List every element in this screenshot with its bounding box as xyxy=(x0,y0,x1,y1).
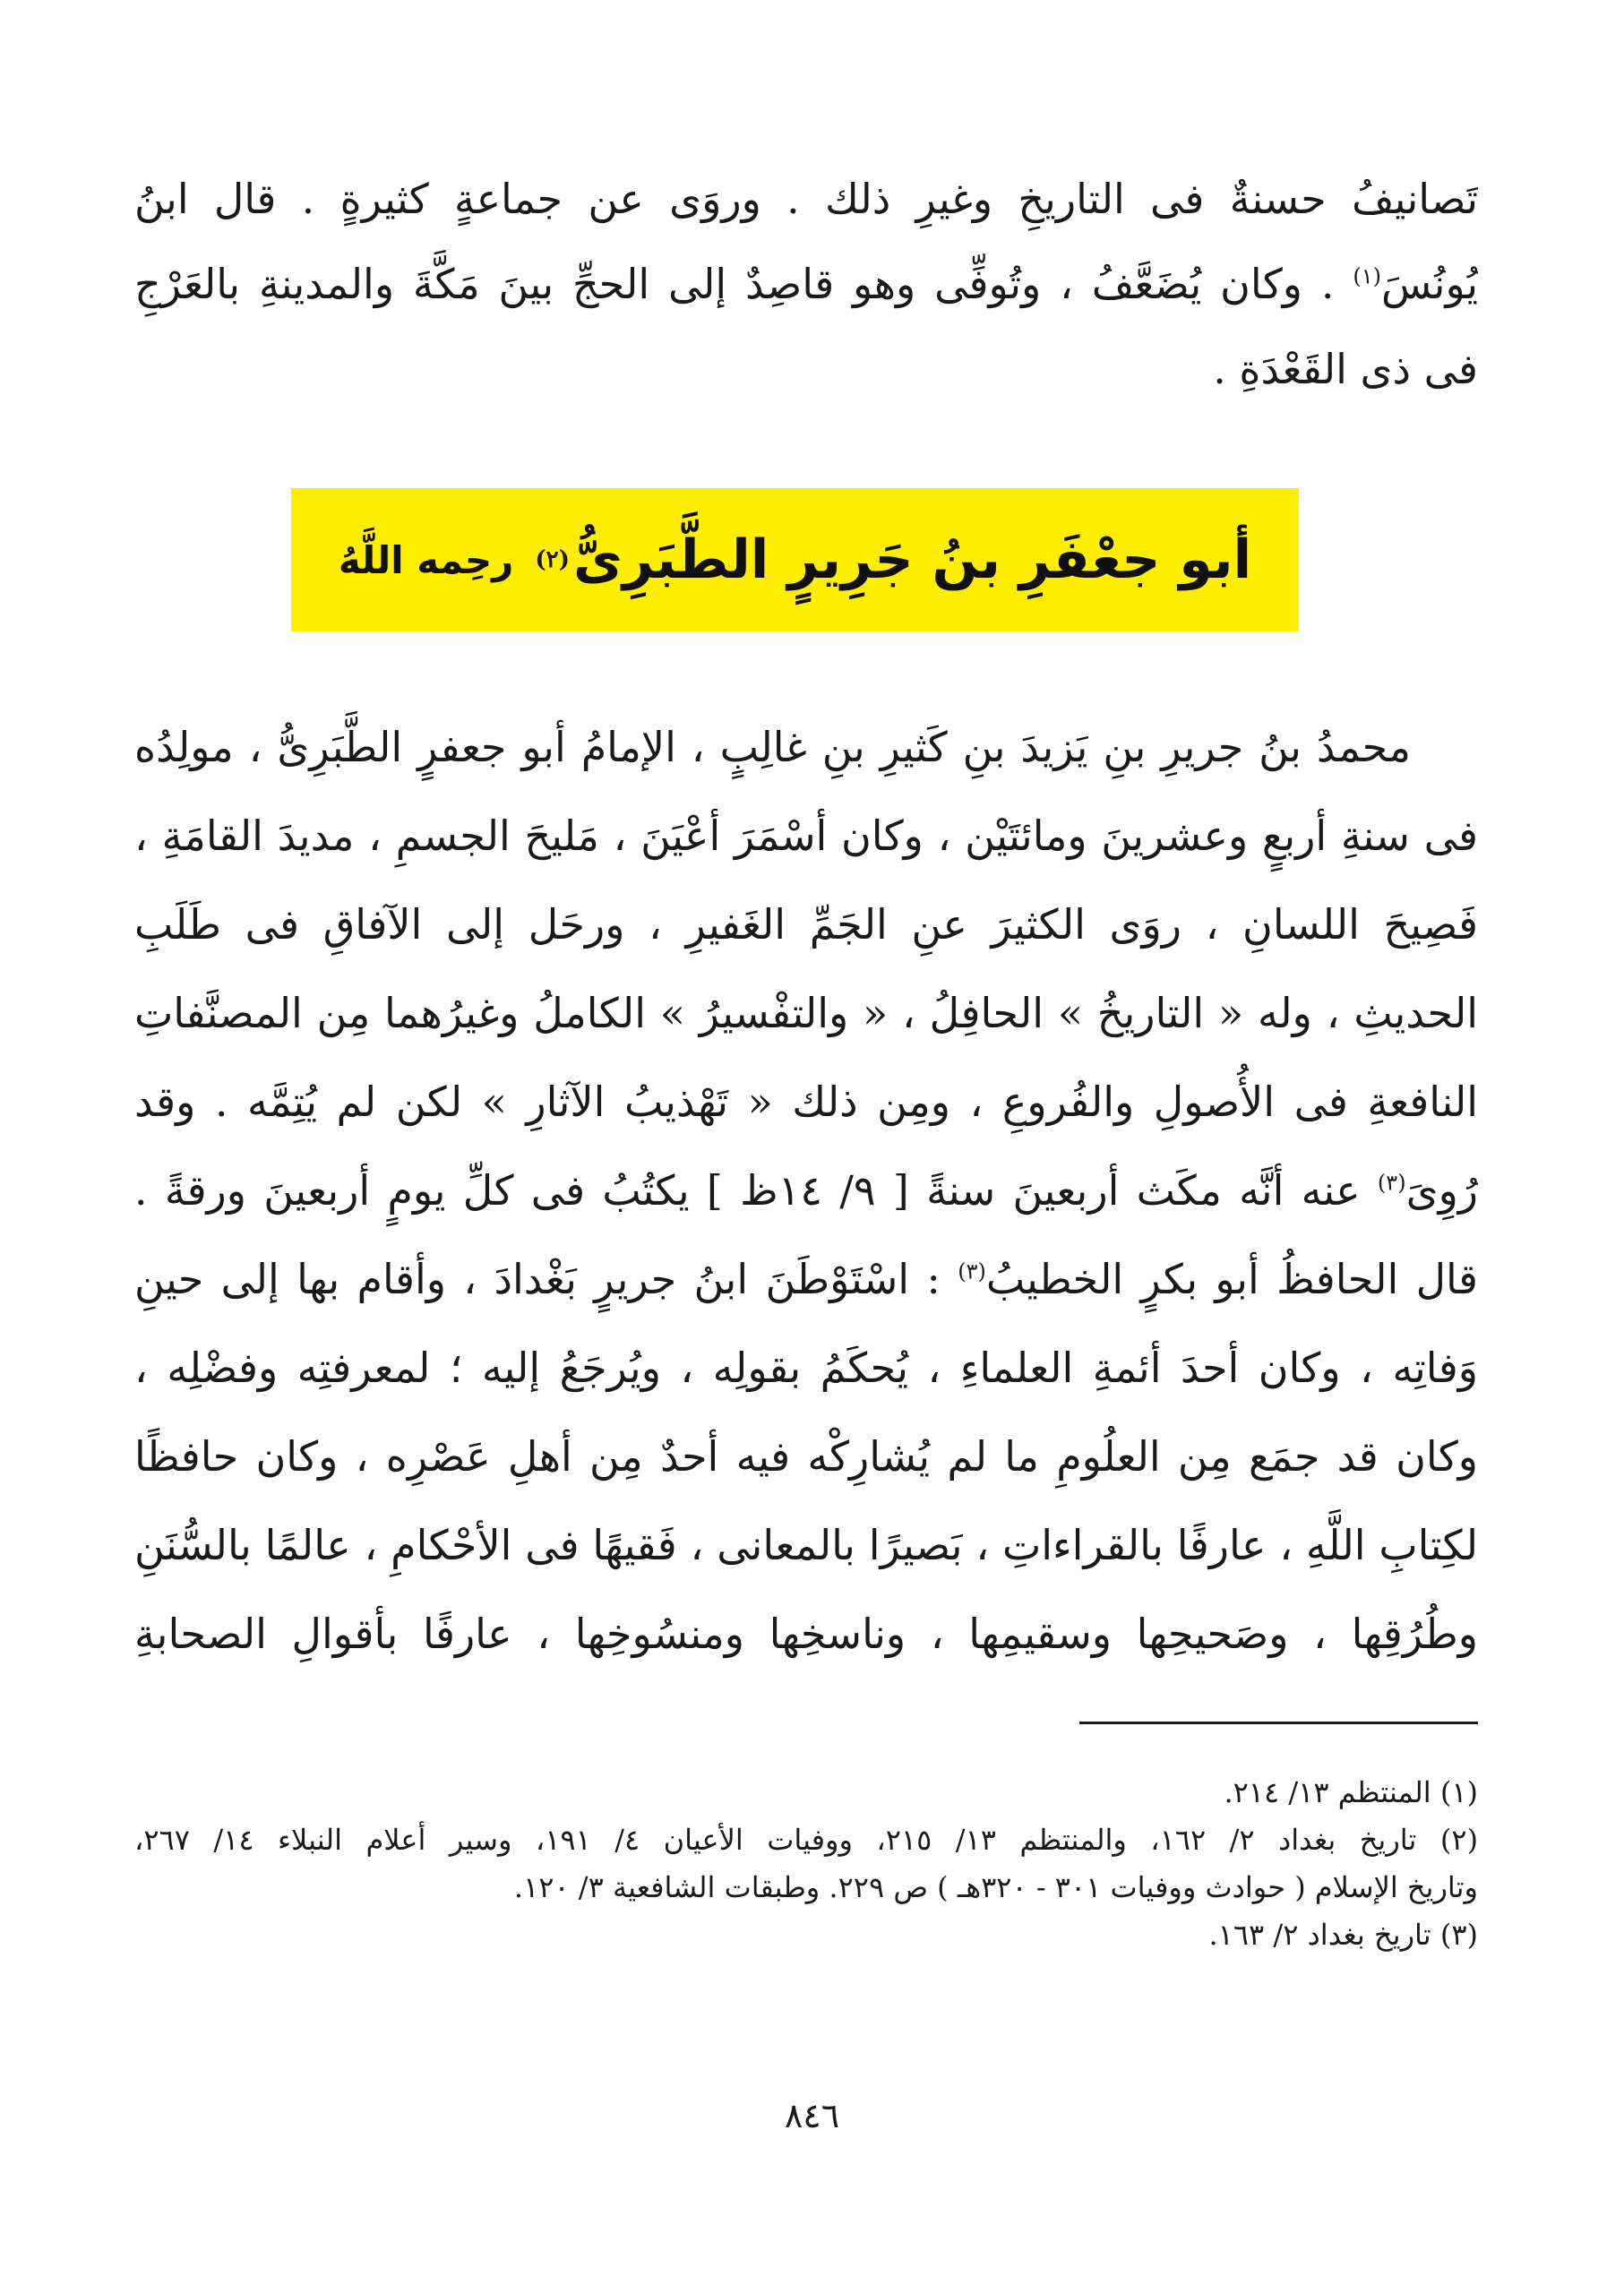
intro-line: فى ذى القَعْدَةِ . xyxy=(1213,345,1478,393)
body-line: فَصِيحَ اللسانِ ، روَى الكثيرَ عنِ الجَمِّ الغَفيرِ ، ورحَل إلى الآفاقِ فى طَلَبِ xyxy=(134,900,1478,949)
body-line: فى سنةِ أربعٍ وعشرينَ ومائتَيْن ، وكان أسْمَرَ أعْيَنَ ، مَليحَ الجسمِ ، مديدَ القامَةِ ، xyxy=(134,812,1478,860)
body-line: محمدُ بنُ جريرِ بنِ يَزيدَ بنِ كَثيرِ بنِ غالِبٍ ، الإمامُ أبو جعفرٍ الطَّبَرِىُّ ، مولِدُه xyxy=(134,723,1411,771)
body-line-rest: عنه أنَّه مكَث أربعينَ سنةً [ ٩/ ١٤ظ ] يكتُبُ فى كلِّ يومٍ أربعينَ ورقةً . xyxy=(134,1166,1361,1215)
footnote-separator xyxy=(1079,1722,1478,1724)
body-line: النافعةِ فى الأُصولِ والفُروعِ ، ومِن ذلك « تَهْذيبُ الآثارِ » لكن لم يُتِمَّه . وقد xyxy=(134,1078,1478,1126)
heading-honorific: رحِمه اللَّهُ xyxy=(338,537,514,582)
intro-line-rest: . وكان يُضَعَّفُ ، وتُوفِّى وهو قاصِدٌ إلى الحجِّ بينَ مَكَّةَ والمدينةِ بالعَرْجِ xyxy=(134,260,1335,308)
page-number: ٨٤٦ xyxy=(784,2096,840,2135)
body-phrase: قال الحافظُ أبو بكرٍ الخطيبُ xyxy=(985,1255,1478,1303)
body-line: وكان قد جمَع مِن العلُومِ ما لم يُشارِكْه فيه أحدٌ مِن أهلِ عَصْرِه ، وكان حافظًا xyxy=(134,1432,1478,1481)
body-line xyxy=(134,1146,1478,1235)
body-line xyxy=(134,1235,1478,1324)
intro-line: تَصانيفُ حسنةٌ فى التاريخِ وغيرِ ذلك . وروَى عن جماعةٍ كثيرةٍ . قال ابنُ xyxy=(134,175,1478,223)
footnote-line: (١) المنتظم ١٣/ ٢١٤. xyxy=(1224,1775,1478,1809)
body-word: رُوِىَ xyxy=(1405,1166,1478,1215)
footnote-line: (٣) تاريخ بغداد ٢/ ١٦٣. xyxy=(1208,1918,1478,1952)
body-line: وَفاتِه ، وكان أحدَ أئمةِ العلماءِ ، يُحكَمُ بقولِه ، ويُرجَعُ إليه ؛ لمعرفتِه وفضْلِه ، xyxy=(134,1344,1478,1392)
intro-paragraph xyxy=(134,157,1478,412)
intro-line xyxy=(134,242,1478,327)
footnote-ref: (٣) xyxy=(958,1258,986,1284)
body-line-rest: : اسْتَوْطَنَ ابنُ جريرٍ بَغْدادَ ، وأقام بها إلى حينِ xyxy=(134,1255,941,1303)
heading-title: أبو جعْفَرِ بنُ جَرِيرٍ الطَّبَرِىُّ xyxy=(572,528,1252,591)
section-heading: أبو جعْفَرِ بنُ جَرِيرٍ الطَّبَرِىُّ (٢) رحِمه اللَّهُ xyxy=(291,488,1299,631)
biography-paragraph xyxy=(134,703,1478,1679)
body-line: وطُرُقِها ، وصَحيحِها وسقيمِها ، وناسخِها ومنسُوخِها ، عارفًا بأقوالِ الصحابةِ xyxy=(134,1610,1478,1658)
footnote-ref: (١) xyxy=(1353,263,1381,289)
footnote-line: (٢) تاريخ بغداد ٢/ ١٦٢، والمنتظم ١٣/ ٢١٥، ووفيات الأعيان ٤/ ١٩١، وسير أعلام النبلاء ١٤/ ٢٦٧، xyxy=(134,1823,1478,1857)
body-line: الحديثِ ، وله « التاريخُ » الحافِلُ ، « والتفْسيرُ » الكاملُ وغيرُهما مِن المصنَّفاتِ xyxy=(134,989,1478,1037)
footnotes xyxy=(134,1769,1478,1959)
footnote-ref: (٣) xyxy=(1377,1170,1406,1196)
intro-word: يُونُسَ xyxy=(1381,260,1478,308)
footnote-line: وتاريخ الإسلام ( حوادث ووفيات ٣٠١ - ٣٢٠هـ ) ص ٢٢٩. وطبقات الشافعية ٣/ ١٢٠. xyxy=(513,1870,1478,1904)
body-line: لكِتابِ اللَّهِ ، عارفًا بالقراءاتِ ، بَصيرًا بالمعانى ، فَقيهًا فى الأحْكامِ ، عالمًا بالسُّنَنِ xyxy=(134,1521,1478,1569)
